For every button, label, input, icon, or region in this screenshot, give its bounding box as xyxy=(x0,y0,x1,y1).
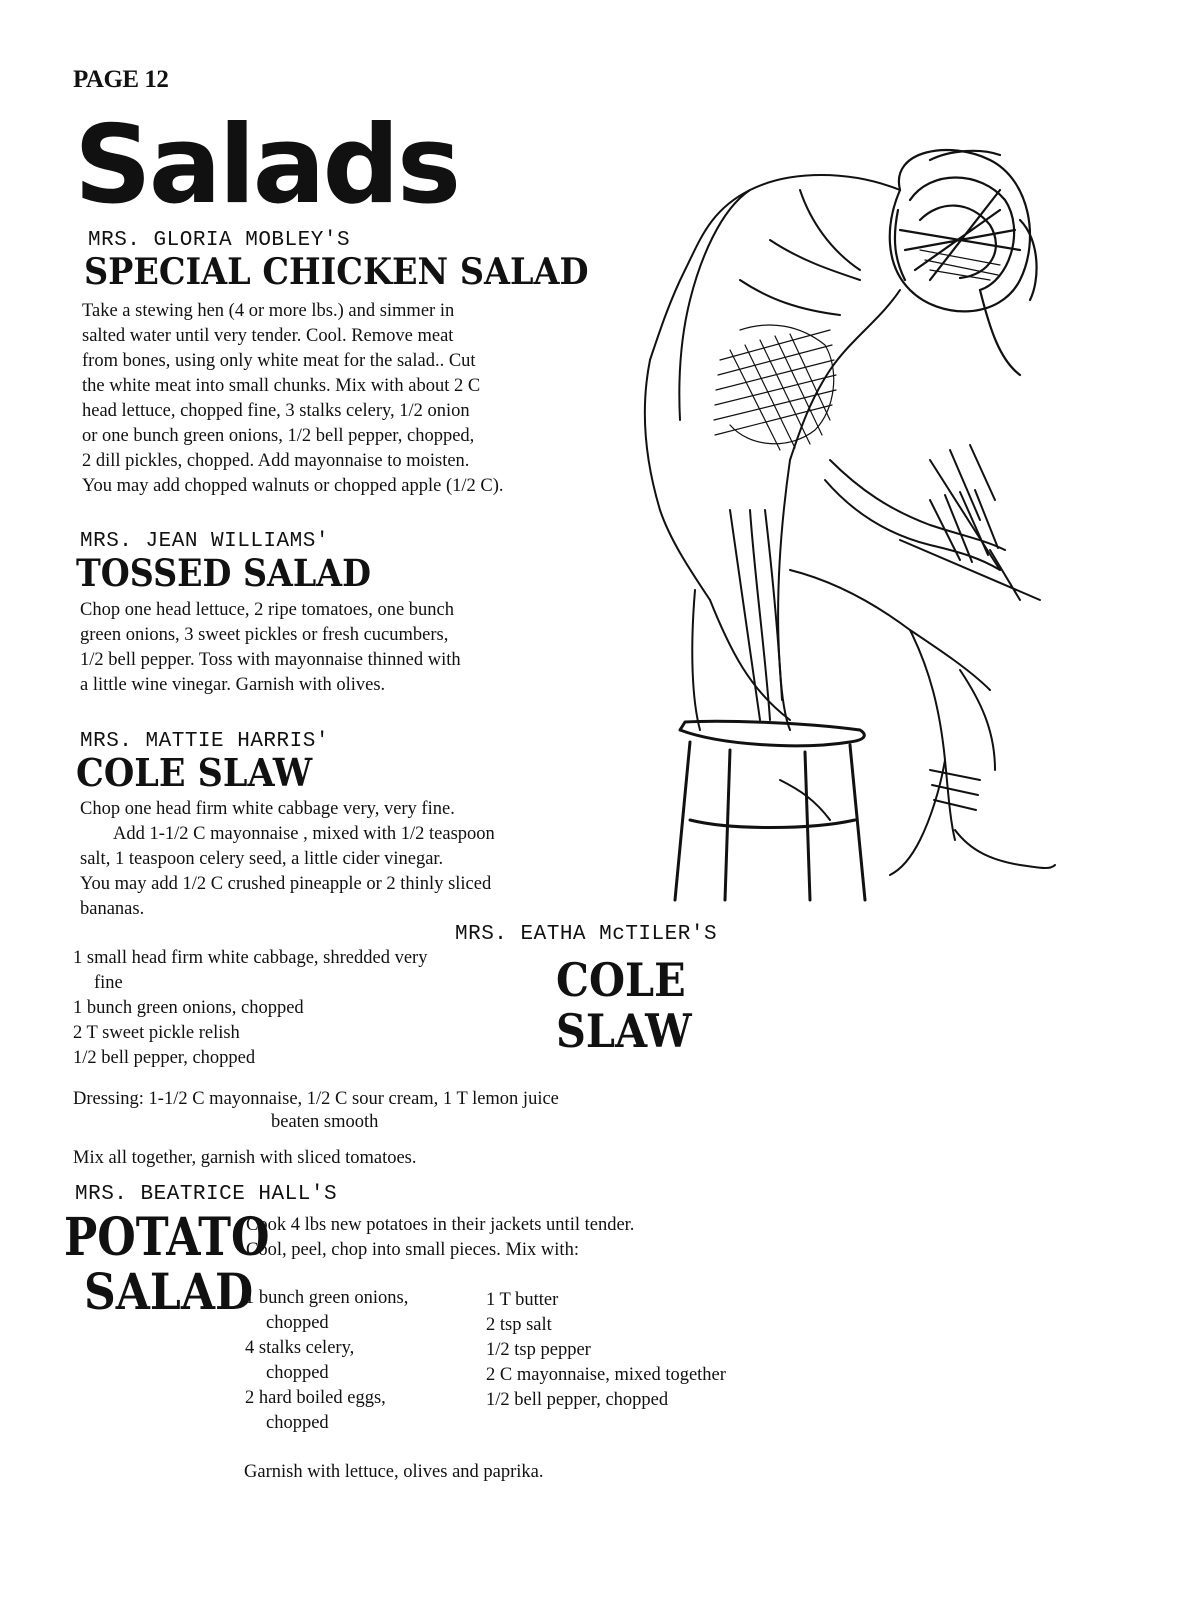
text-line: 1/2 bell pepper. Toss with mayonnaise thinned with xyxy=(80,650,461,670)
recipe-title: SLAW xyxy=(556,1004,692,1058)
ingredient-item: 2 hard boiled eggs, xyxy=(245,1388,386,1408)
ingredient-item: 1/2 bell pepper, chopped xyxy=(73,1048,256,1068)
text-line: You may add chopped walnuts or chopped apple (1/2 C). xyxy=(82,476,504,496)
ingredient-item: 1 T butter xyxy=(486,1290,559,1310)
woman-on-stool-sketch-icon xyxy=(600,130,1060,910)
text-line: head lettuce, chopped fine, 3 stalks celery, 1/2 onion xyxy=(82,401,470,421)
ingredient-item: chopped xyxy=(266,1313,329,1333)
recipe-title: COLE xyxy=(556,953,686,1007)
section-title: Salads xyxy=(74,103,459,228)
dressing-line: beaten smooth xyxy=(271,1112,379,1132)
text-line: or one bunch green onions, 1/2 bell pepper, chopped, xyxy=(82,426,475,446)
recipe-author: MRS. MATTIE HARRIS' xyxy=(80,730,329,753)
ingredient-item: 2 T sweet pickle relish xyxy=(73,1023,240,1043)
ingredient-item: chopped xyxy=(266,1413,329,1433)
recipe-title: SALAD xyxy=(84,1262,254,1321)
ingredient-item: 1/2 bell pepper, chopped xyxy=(486,1390,669,1410)
text-line: Chop one head firm white cabbage very, very fine. xyxy=(80,799,455,819)
text-line: the white meat into small chunks. Mix with about 2 C xyxy=(82,376,481,396)
recipe-author: MRS. GLORIA MOBLEY'S xyxy=(88,229,351,252)
ingredient-list xyxy=(245,1286,408,1436)
ingredient-item: fine xyxy=(94,973,123,993)
recipe-directions xyxy=(82,299,504,499)
text-line: salted water until very tender. Cool. Remove meat xyxy=(82,326,454,346)
ingredient-item: 1 small head firm white cabbage, shredded very xyxy=(73,948,428,968)
ingredient-item: 1/2 tsp pepper xyxy=(486,1340,591,1360)
dress-sketch xyxy=(692,460,995,840)
ingredient-item: 2 tsp salt xyxy=(486,1315,552,1335)
recipe-author: MRS. JEAN WILLIAMS' xyxy=(80,530,329,553)
ingredient-list xyxy=(73,946,427,1071)
ingredient-item: 1 bunch green onions, chopped xyxy=(73,998,304,1018)
text-line: from bones, using only white meat for the salad.. Cut xyxy=(82,351,476,371)
text-line: 2 dill pickles, chopped. Add mayonnaise to moisten. xyxy=(82,451,470,471)
recipe-author: MRS. EATHA McTILER'S xyxy=(455,923,718,946)
torso-sketch xyxy=(645,175,900,600)
page-number: PAGE 12 xyxy=(73,66,169,93)
recipe-author: MRS. BEATRICE HALL'S xyxy=(75,1183,338,1206)
ingredient-item: 1 bunch green onions, xyxy=(245,1288,409,1308)
dressing-line: Dressing: 1-1/2 C mayonnaise, 1/2 C sour cream, 1 T lemon juice xyxy=(73,1089,559,1109)
recipe-directions: Cool, peel, chop into small pieces. Mix with: xyxy=(246,1240,579,1260)
ingredient-item: 4 stalks celery, xyxy=(245,1338,355,1358)
text-line: You may add 1/2 C crushed pineapple or 2 thinly sliced xyxy=(80,874,492,894)
text-line: Chop one head lettuce, 2 ripe tomatoes, one bunch xyxy=(80,600,455,620)
garnish-note: Garnish with lettuce, olives and paprika. xyxy=(244,1462,544,1482)
ingredient-list xyxy=(486,1288,726,1413)
recipe-title: POTATO xyxy=(64,1207,270,1268)
text-line: Take a stewing hen (4 or more lbs.) and simmer in xyxy=(82,301,455,321)
arm-sketch xyxy=(825,445,1040,600)
text-line: bananas. xyxy=(80,899,145,919)
recipe-title: SPECIAL CHICKEN SALAD xyxy=(84,251,589,293)
text-line: a little wine vinegar. Garnish with olives. xyxy=(80,675,386,695)
text-line: Add 1-1/2 C mayonnaise , mixed with 1/2 teaspoon xyxy=(113,824,495,844)
recipe-directions: Mix all together, garnish with sliced tomatoes. xyxy=(73,1148,417,1168)
ingredient-item: chopped xyxy=(266,1363,329,1383)
hair-sketch xyxy=(890,150,1037,375)
recipe-title: TOSSED SALAD xyxy=(76,551,372,595)
stool-sketch xyxy=(675,721,865,900)
leg-sketch xyxy=(780,760,1055,875)
text-line: salt, 1 teaspoon celery seed, a little cider vinegar. xyxy=(80,849,444,869)
recipe-directions xyxy=(80,797,495,922)
text-line: green onions, 3 sweet pickles or fresh cucumbers, xyxy=(80,625,449,645)
ingredient-item: 2 C mayonnaise, mixed together xyxy=(486,1365,726,1385)
recipe-title: COLE SLAW xyxy=(76,750,313,795)
recipe-directions: Cook 4 lbs new potatoes in their jackets until tender. xyxy=(246,1215,635,1235)
recipe-directions xyxy=(80,598,461,698)
